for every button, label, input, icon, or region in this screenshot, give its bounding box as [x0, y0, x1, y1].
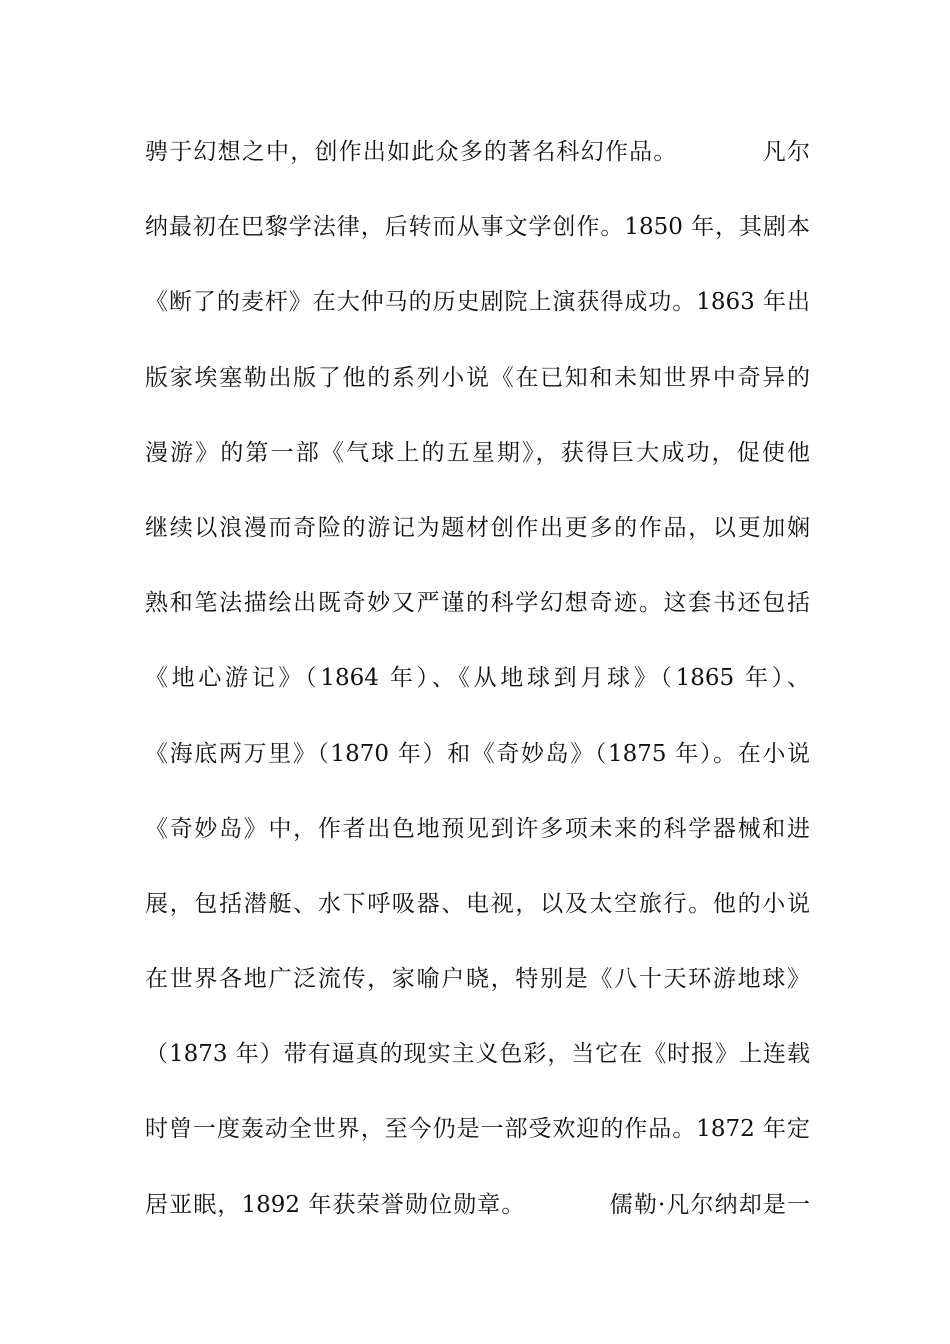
text-line-10: 《奇妙岛》中，作者出色地预见到许多项未来的科学器械和进 [145, 815, 810, 842]
text-line-12: 在世界各地广泛流传，家喻户晓，特别是《八十天环游地球》 [145, 966, 810, 993]
text-line-11: 展，包括潜艇、水下呼吸器、电视，以及太空旅行。他的小说 [145, 890, 810, 917]
text-line-6: 继续以浪漫而奇险的游记为题材创作出更多的作品，以更加娴 [145, 514, 810, 541]
text-line-9: 《海底两万里》（1870 年）和《奇妙岛》（1875 年）。在小说 [145, 740, 810, 767]
text-line-3: 《断了的麦杆》在大仲马的历史剧院上演获得成功。1863 年出 [145, 289, 810, 316]
text-line-8: 《地心游记》（1864 年）、《从地球到月球》（1865 年）、 [145, 665, 810, 692]
text-line-5: 漫游》的第一部《气球上的五星期》，获得巨大成功，促使他 [145, 439, 810, 466]
text-line-13: （1873 年）带有逼真的现实主义色彩，当它在《时报》上连载 [145, 1041, 810, 1068]
text-line-7: 熟和笔法描绘出既奇妙又严谨的科学幻想奇迹。这套书还包括 [145, 590, 810, 617]
text-line-1: 骋于幻想之中，创作出如此众多的著名科幻作品。 凡尔 [145, 139, 810, 165]
text-line-14: 时曾一度轰动全世界，至今仍是一部受欢迎的作品。1872 年定 [145, 1116, 810, 1143]
body-text [145, 131, 810, 1259]
text-line-15: 居亚眠，1892 年获荣誉勋位勋章。 儒勒·凡尔纳却是一 [145, 1191, 810, 1218]
text-line-2: 纳最初在巴黎学法律，后转而从事文学创作。1850 年，其剧本 [145, 214, 810, 241]
text-line-4: 版家埃塞勒出版了他的系列小说《在已知和未知世界中奇异的 [145, 364, 810, 391]
